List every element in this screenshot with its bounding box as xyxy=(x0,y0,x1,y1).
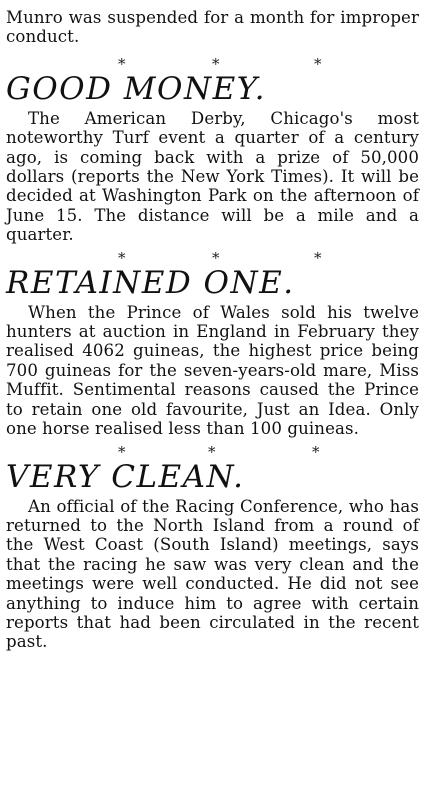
article-body: The American Derby, Chicago's most noteworthy Turf event a quarter of a century ago, is coming back with a prize of 50,000 dollars (reports the New York Times). It will be decided at Washington Park on the afternoon of June 15. The distance will be a mile and a quarter. xyxy=(6,108,419,245)
newspaper-column xyxy=(6,8,419,652)
headline: RETAINED ONE. xyxy=(6,264,295,301)
article-body: When the Prince of Wales sold his twelve hunters at auction in England in February they realised 4062 guineas, the highest price being 700 guineas for the seven-years-old mare, Miss Muffit. Sentimental reasons caused the Prince to retain one old favourite, Just an Idea. Only one horse realised less than 100 guineas. xyxy=(6,302,419,439)
separator-stars xyxy=(6,441,419,459)
headline: VERY CLEAN. xyxy=(6,458,245,495)
star-glyph: * xyxy=(314,54,322,73)
article-body: An official of the Racing Conference, who has returned to the North Island from a round of the West Coast (South Island) meetings, says that the racing he saw was very clean and the meetings were well conducted. He did not see anything to induce him to agree with certain reports that had been circulated in the recent past. xyxy=(6,496,419,652)
star-glyph: * xyxy=(118,442,126,461)
separator-stars xyxy=(6,247,419,265)
star-glyph: * xyxy=(118,248,126,267)
separator-stars xyxy=(6,53,419,71)
star-glyph: * xyxy=(312,442,320,461)
star-glyph: * xyxy=(208,442,216,461)
star-glyph: * xyxy=(314,248,322,267)
star-glyph: * xyxy=(212,248,220,267)
article-retained-one xyxy=(6,248,419,301)
star-glyph: * xyxy=(212,54,220,73)
star-glyph: * xyxy=(118,54,126,73)
headline: GOOD MONEY. xyxy=(6,70,267,107)
article-good-money xyxy=(6,54,419,107)
intro-paragraph: Munro was suspended for a month for improper conduct. xyxy=(6,8,419,47)
article-very-clean xyxy=(6,442,419,495)
